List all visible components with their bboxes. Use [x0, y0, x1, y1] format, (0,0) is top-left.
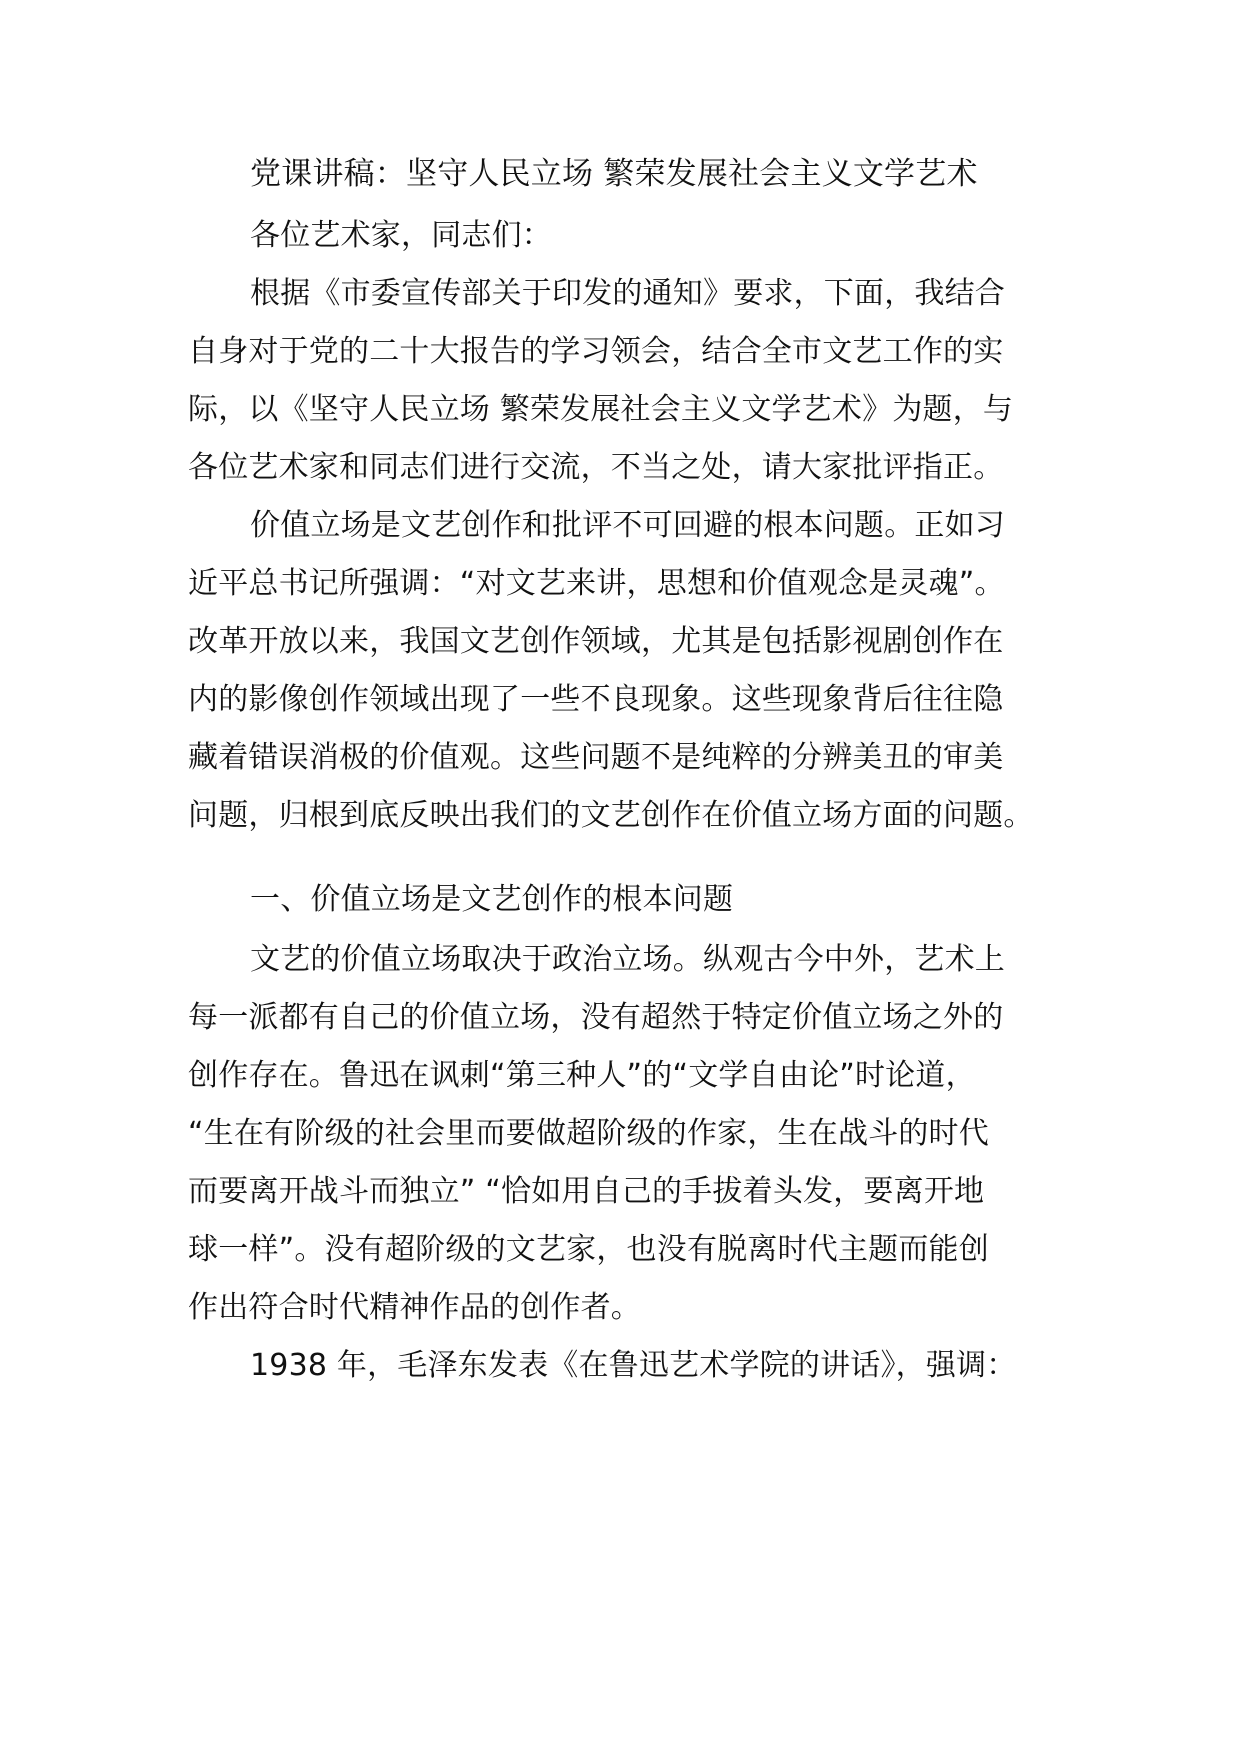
para2-line-4: 内的影像创作领域出现了一些不良现象。这些现象背后往往隐: [188, 682, 1004, 717]
para2-line-5: 藏着错误消极的价值观。这些问题不是纯粹的分辨美丑的审美: [188, 740, 1004, 775]
para2-line-3: 改革开放以来，我国文艺创作领域，尤其是包括影视剧创作在: [188, 624, 1004, 659]
para3-line-5: 而要离开战斗而独立” “恰如用自己的手拔着头发，要离开地: [188, 1174, 985, 1209]
para4-line-1: 1938 年，毛泽东发表《在鲁迅艺术学院的讲话》，强调：: [250, 1348, 1017, 1383]
salutation: 各位艺术家，同志们：: [250, 218, 552, 253]
document-title: 党课讲稿：坚守人民立场 繁荣发展社会主义文学艺术: [250, 156, 978, 192]
para3-line-4: “生在有阶级的社会里而要做超阶级的作家，生在战斗的时代: [188, 1116, 989, 1151]
para2-line-2: 近平总书记所强调：“对文艺来讲，思想和价值观念是灵魂”。: [188, 566, 1005, 601]
intro-line-3: 际，以《坚守人民立场 繁荣发展社会主义文学艺术》为题，与: [188, 392, 1014, 427]
para2-line-6: 问题，归根到底反映出我们的文艺创作在价值立场方面的问题。: [188, 798, 1034, 833]
para3-line-7: 作出符合时代精神作品的创作者。: [188, 1290, 641, 1325]
para2-line-1: 价值立场是文艺创作和批评不可回避的根本问题。正如习: [250, 508, 1005, 543]
para3-line-6: 球一样”。没有超阶级的文艺家，也没有脱离时代主题而能创: [188, 1232, 989, 1267]
intro-line-2: 自身对于党的二十大报告的学习领会，结合全市文艺工作的实: [188, 334, 1004, 369]
para3-line-1: 文艺的价值立场取决于政治立场。纵观古今中外，艺术上: [250, 942, 1005, 977]
intro-line-4: 各位艺术家和同志们进行交流，不当之处，请大家批评指正。: [188, 450, 1004, 485]
para3-line-3: 创作存在。鲁迅在讽刺“第三种人”的“文学自由论”时论道，: [188, 1058, 976, 1093]
intro-line-1: 根据《市委宣传部关于印发的通知》要求，下面，我结合: [250, 276, 1005, 311]
section-heading: 一、价值立场是文艺创作的根本问题: [250, 882, 734, 917]
para3-line-2: 每一派都有自己的价值立场，没有超然于特定价值立场之外的: [188, 1000, 1004, 1035]
